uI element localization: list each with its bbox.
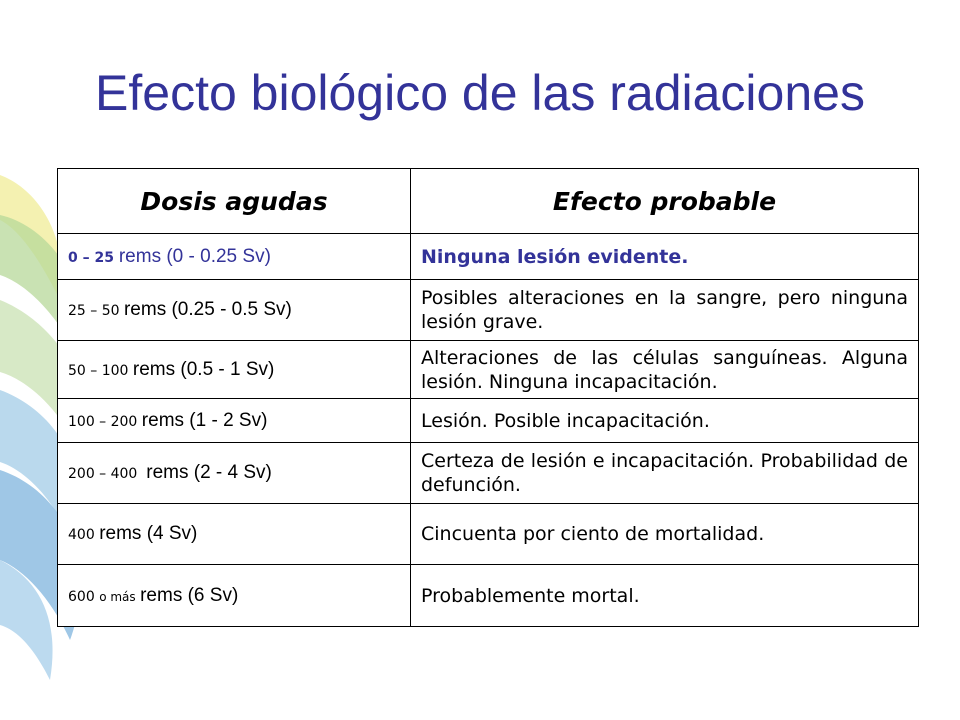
effect-cell: Certeza de lesión e incapacitación. Probabilidad de defunción. xyxy=(411,443,919,504)
dose-unit: rems (4 Sv) xyxy=(99,523,198,544)
dose-value: 100 – 200 xyxy=(68,413,138,430)
dose-unit: rems (0.25 - 0.5 Sv) xyxy=(123,299,292,320)
radiation-effects-table xyxy=(57,168,919,627)
effect-cell: Cincuenta por ciento de mortalidad. xyxy=(411,504,919,565)
table-row xyxy=(58,565,919,627)
dose-unit: rems (6 Sv) xyxy=(140,584,239,606)
dose-value: 25 – 50 xyxy=(68,303,120,319)
dose-qualifier: o más xyxy=(99,589,136,604)
table-row xyxy=(58,234,919,280)
dose-cell xyxy=(58,504,411,565)
effect-cell: Probablemente mortal. xyxy=(411,565,919,627)
dose-unit: rems (0 - 0.25 Sv) xyxy=(118,245,271,267)
table-row xyxy=(58,399,919,443)
dose-cell xyxy=(58,443,411,504)
table-row xyxy=(58,341,919,399)
effect-cell: Posibles alteraciones en la sangre, pero ninguna lesión grave. xyxy=(411,280,919,341)
dose-value: 0 – 25 xyxy=(68,249,114,266)
dose-value: 600 xyxy=(68,588,95,605)
dose-cell xyxy=(58,234,411,280)
dose-value: 400 xyxy=(68,527,95,543)
dose-value: 200 – 400 xyxy=(68,466,138,482)
table-row xyxy=(58,504,919,565)
table-row xyxy=(58,280,919,341)
header-effect: Efecto probable xyxy=(411,169,919,234)
table-row xyxy=(58,443,919,504)
dose-value: 50 – 100 xyxy=(68,362,129,379)
dose-cell xyxy=(58,280,411,341)
dose-cell xyxy=(58,565,411,627)
effect-cell: Alteraciones de las células sanguíneas. Alguna lesión. Ninguna incapacitación. xyxy=(411,341,919,399)
dose-unit: rems (2 - 4 Sv) xyxy=(146,462,272,483)
effect-cell: Lesión. Posible incapacitación. xyxy=(411,399,919,443)
dose-unit: rems (0.5 - 1 Sv) xyxy=(132,358,275,380)
effect-cell: Ninguna lesión evidente. xyxy=(411,234,919,280)
dose-cell xyxy=(58,341,411,399)
header-dose: Dosis agudas xyxy=(58,169,411,234)
page-title: Efecto biológico de las radiaciones xyxy=(95,65,865,121)
table-header-row xyxy=(58,169,919,234)
dose-cell xyxy=(58,399,411,443)
dose-unit: rems (1 - 2 Sv) xyxy=(141,409,268,431)
